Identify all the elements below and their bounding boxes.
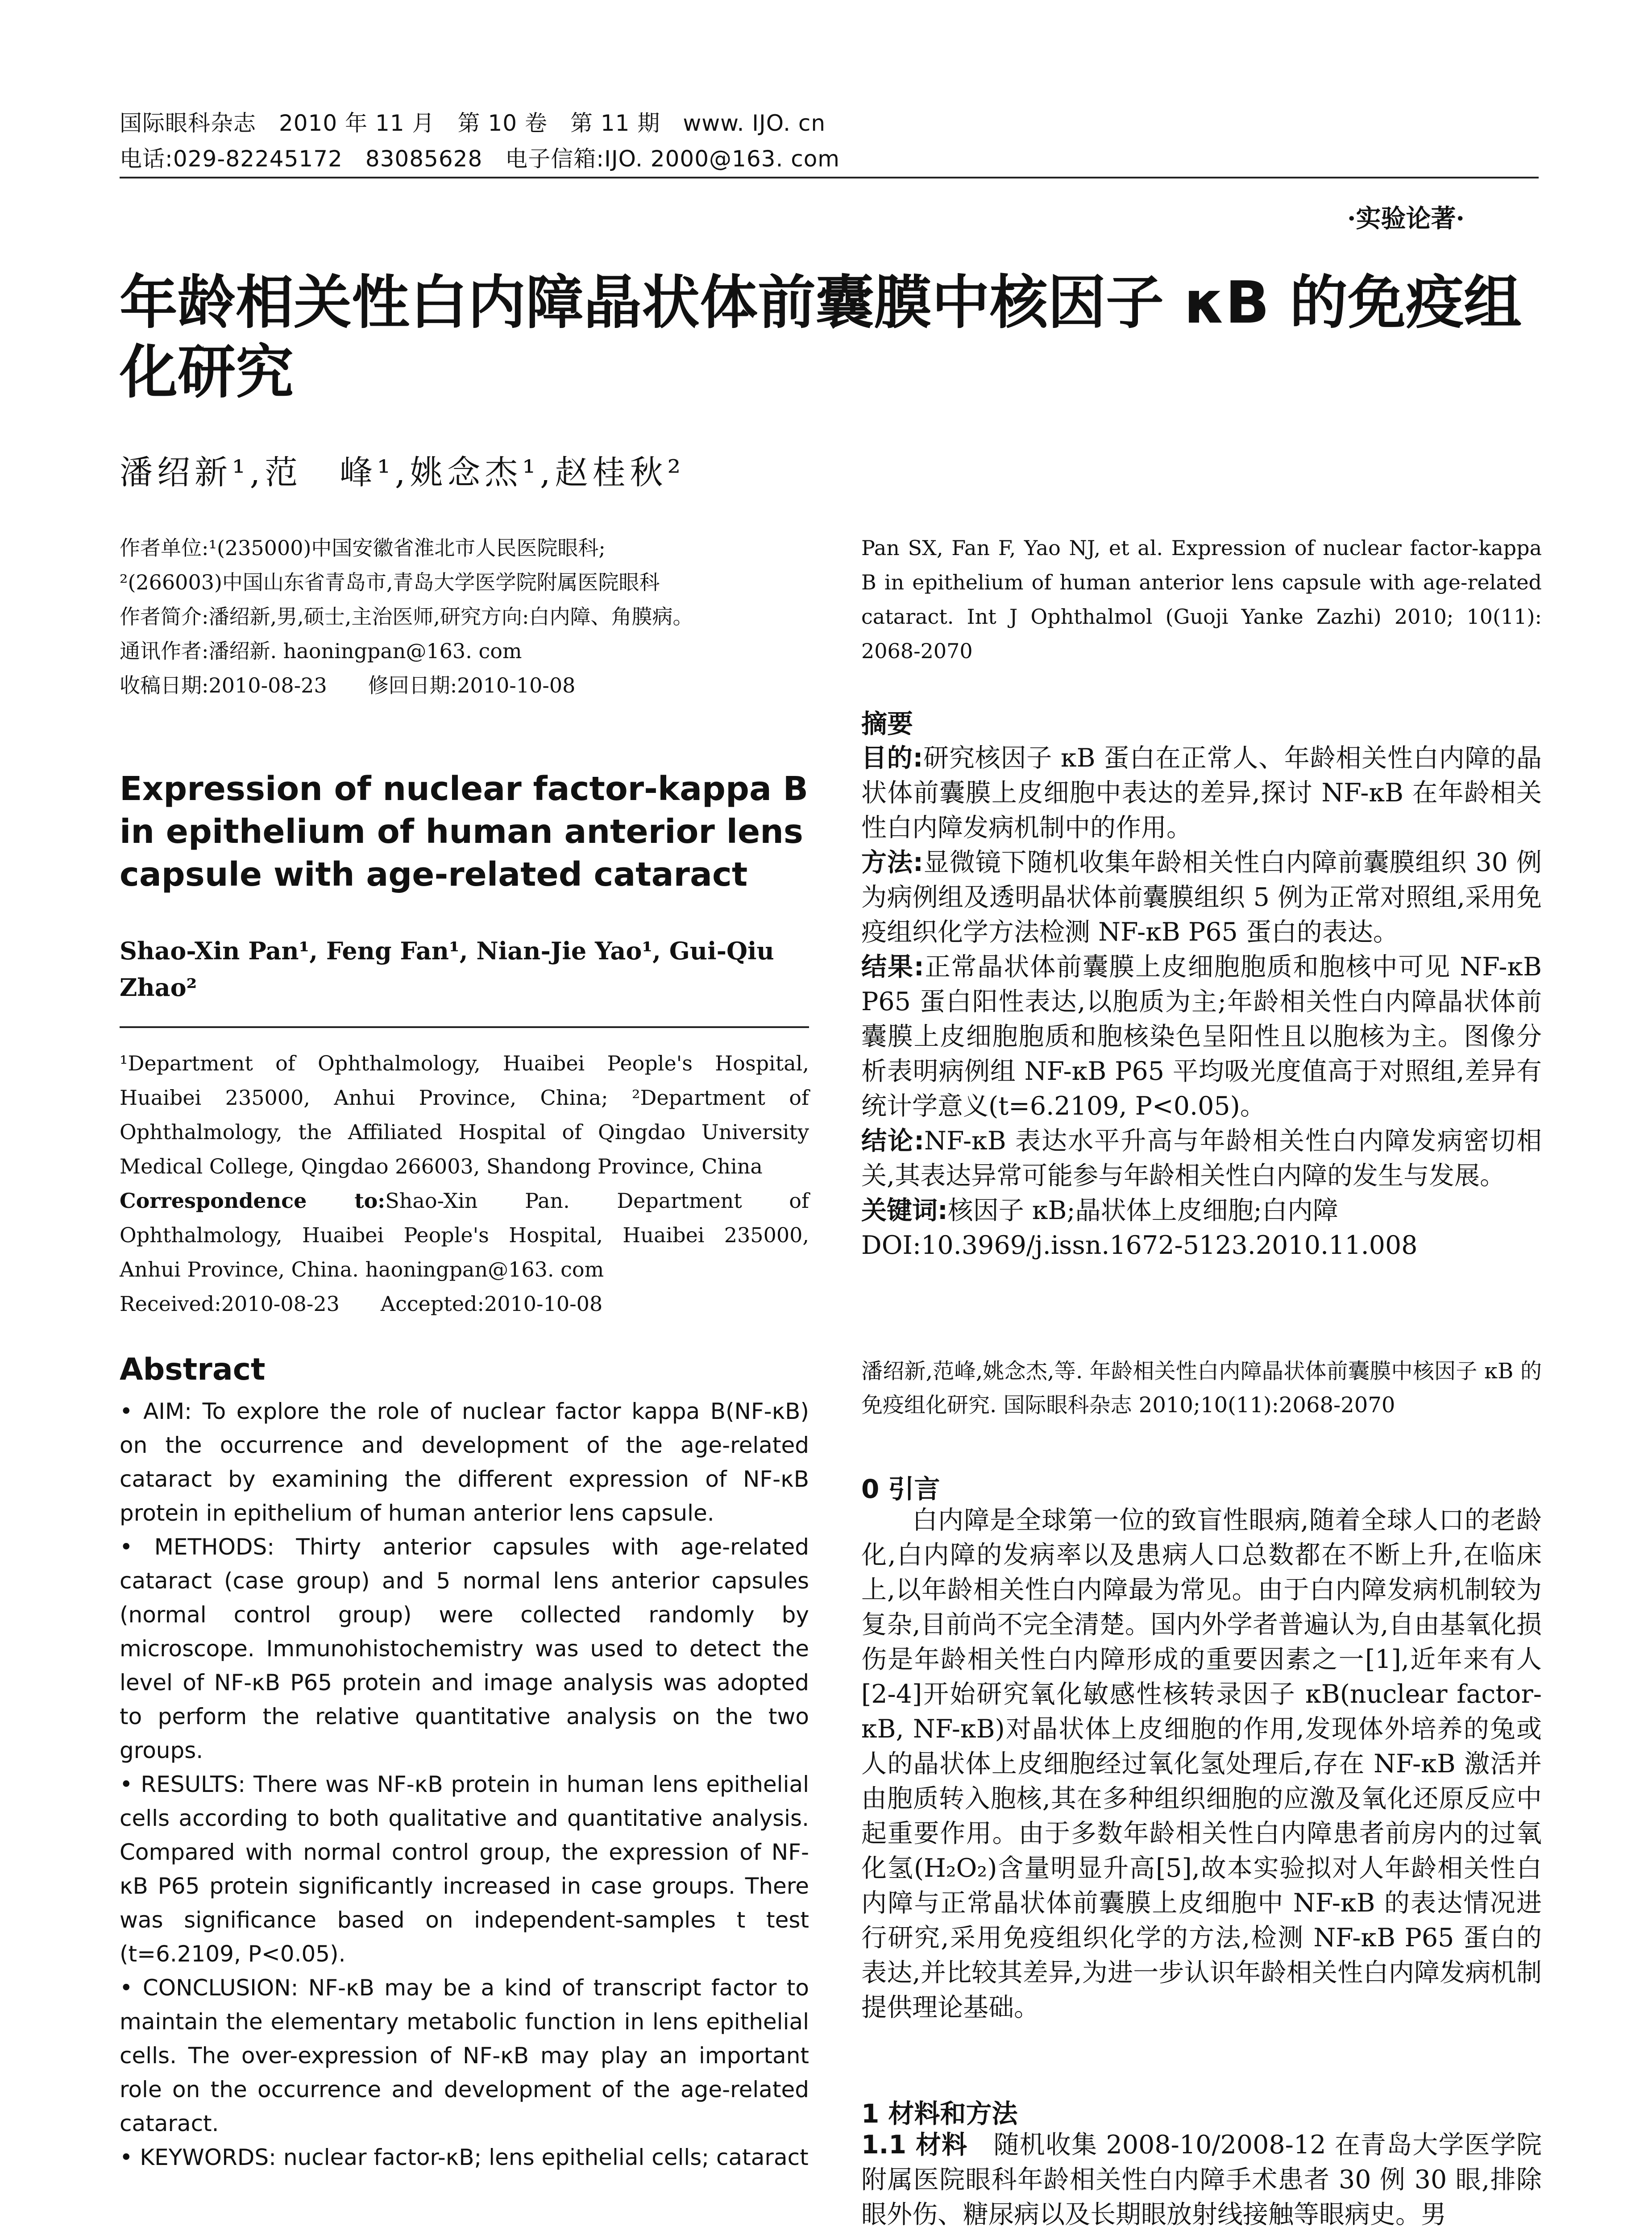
journal-header-line2: 电话:029-82245172 83085628 电子信箱:IJO. 2000@163. com [120,146,840,172]
title-zh: 年龄相关性白内障晶状体前囊膜中核因子 κB 的免疫组化研究 [120,269,1522,406]
abstract-zh-methods-text: 显微镜下随机收集年龄相关性白内障前囊膜组织 30 例为病例组及透明晶状体前囊膜组织 5 例为正常对照组,采用免疫组织化学方法检测 NF-κB P65 蛋白的表达。 [861,848,1542,947]
affiliation-zh-line: 作者单位:¹(235000)中国安徽省淮北市人民医院眼科; [120,536,606,560]
affiliation-divider [120,1026,809,1028]
affiliation-zh-line: 通讯作者:潘绍新. haoningpan@163. com [120,639,522,663]
abstract-en-methods: • METHODS: Thirty anterior capsules with age-related cataract (case group) and 5 normal lens anterior capsules (normal control group) were collected randomly by microscope. Immunohistochemistry was used to detect the level of NF-κB P65 protein and image analysis was adopted to perform the relative quantitative analysis on the two groups. [120,1534,809,1763]
abstract-en-keywords: • KEYWORDS: nuclear factor-κB; lens epithelial cells; cataract [120,2144,809,2170]
correspondence-label: Correspondence to: [120,1189,386,1213]
abstract-zh-body [861,741,1542,1263]
doi: DOI:10.3969/j.issn.1672-5123.2010.11.008 [861,1231,1418,1260]
abstract-zh-heading: 摘要 [861,709,913,739]
journal-header-line1: 国际眼科杂志 2010 年 11 月 第 10 卷 第 11 期 www. IJO. cn [120,110,826,136]
abstract-zh-results [861,950,1542,1124]
citation-zh: 潘绍新,范峰,姚念杰,等. 年龄相关性白内障晶状体前囊膜中核因子 κB 的免疫组化研究. 国际眼科杂志 2010;10(11):2068-2070 [861,1359,1542,1418]
abstract-en-aim: • AIM: To explore the role of nuclear factor kappa B(NF-κB) on the occurrence and development of the age-related cataract by examining the different expression of NF-κB protein in epithelium of human anterior lens capsule. [120,1398,809,1526]
methods-materials-label: 1.1 材料 [861,2130,968,2160]
intro-heading: 0 引言 [861,1474,940,1504]
abstract-zh-keywords-text: 核因子 κB;晶状体上皮细胞;白内障 [947,1196,1338,1225]
abstract-zh-conclusion-label: 结论: [861,1126,925,1156]
abstract-zh-results-text: 正常晶状体前囊膜上皮细胞胞质和胞核中可见 NF-κB P65 蛋白阳性表达,以胞质为主;年龄相关性白内障晶状体前囊膜上皮细胞胞质和胞核染色呈阳性且以胞核为主。图像分析表明病例组 NF-κB P65 平均吸光度值高于对照组,差异有统计学意义(t=6.2109, P<0.05)。 [861,952,1542,1121]
affiliation-zh-line: 收稿日期:2010-08-23 修回日期:2010-10-08 [120,673,576,697]
authors-zh: 潘绍新¹,范 峰¹,姚念杰¹,赵桂秋² [120,453,685,492]
received-en: Received:2010-08-23 Accepted:2010-10-08 [120,1292,603,1316]
affiliation-en: ¹Department of Ophthalmology, Huaibei People's Hospital, Huaibei 235000, Anhui Province, China; ²Department of Ophthalmology, the Affiliated Hospital of Qingdao University Medical College, Qingdao 266003, Shandong Province, China [120,1051,809,1178]
abstract-zh-keywords-label: 关键词: [861,1196,948,1225]
methods-heading: 1 材料和方法 [861,2098,1018,2129]
methods-materials-text: 随机收集 2008-10/2008-12 在青岛大学医学院附属医院眼科年龄相关性白内障手术患者 30 例 30 眼,排除眼外伤、糖尿病以及长期眼放射线接触等眼病史。男 [861,2130,1542,2229]
affiliation-zh-line: 作者简介:潘绍新,男,硕士,主治医师,研究方向:白内障、角膜病。 [120,605,693,629]
correspondence-text: Shao-Xin Pan. Department of Ophthalmology, Huaibei People's Hospital, Huaibei 235000, Anhui Province, China. haoningpan@163. com [120,1189,809,1281]
abstract-zh-conclusion-text: NF-κB 表达水平升高与年龄相关性白内障发病密切相关,其表达异常可能参与年龄相关性白内障的发生与发展。 [861,1126,1542,1190]
header-divider [120,177,1539,178]
abstract-en-conclusion: • CONCLUSION: NF-κB may be a kind of transcript factor to maintain the elementary metabolic function in lens epithelial cells. The over-expression of NF-κB may play an important role on the occurrence and development of the age-related cataract. [120,1975,809,2136]
affiliation-zh-line: ²(266003)中国山东省青岛市,青岛大学医学院附属医院眼科 [120,570,660,594]
abstract-zh-aim-text: 研究核因子 κB 蛋白在正常人、年龄相关性白内障的晶状体前囊膜上皮细胞中表达的差异,探讨 NF-κB 在年龄相关性白内障发病机制中的作用。 [861,743,1542,842]
abstract-zh-conclusion [861,1124,1542,1193]
abstract-zh-results-label: 结果: [861,952,924,982]
methods-materials [861,2127,1542,2231]
abstract-zh-methods [861,845,1542,950]
abstract-zh-keywords [861,1193,1542,1228]
abstract-zh-methods-label: 方法: [861,848,923,877]
section-tag: ·实验论著· [1347,204,1465,233]
authors-en: Shao-Xin Pan¹, Feng Fan¹, Nian-Jie Yao¹, Gui-Qiu Zhao² [120,937,774,1002]
abstract-zh-aim-label: 目的: [861,743,923,773]
abstract-en-results: • RESULTS: There was NF-κB protein in human lens epithelial cells according to both qualitative and quantitative analysis. Compared with normal control group, the expression of NF-κB P65 protein significantly increased in case groups. There was significance based on independent-samples t test (t=6.2109, P<0.05). [120,1771,809,1967]
abstract-zh-aim [861,741,1542,845]
citation-en: Pan SX, Fan F, Yao NJ, et al. Expression of nuclear factor-kappa B in epithelium of human anterior lens capsule with age-related cataract. Int J Ophthalmol (Guoji Yanke Zazhi) 2010; 10(11): 2068-2070 [861,536,1542,663]
abstract-en-heading: Abstract [120,1352,266,1387]
title-en: Expression of nuclear factor-kappa B in epithelium of human anterior lens capsule with age-related cataract [120,770,809,894]
correspondence [120,1184,809,1287]
intro-text: 白内障是全球第一位的致盲性眼病,随着全球人口的老龄化,白内障的发病率以及患病人口总数都在不断上升,在临床上,以年龄相关性白内障最为常见。由于白内障发病机制较为复杂,目前尚不完全清楚。国内外学者普遍认为,自由基氧化损伤是年龄相关性白内障形成的重要因素之一[1],近年来有人[2-4]开始研究氧化敏感性核转录因子 κB(nuclear factor-κB, NF-κB)对晶状体上皮细胞的作用,发现体外培养的兔或人的晶状体上皮细胞经过氧化氢处理后,存在 NF-κB 激活并由胞质转入胞核,其在多种组织细胞的应激及氧化还原反应中起重要作用。由于多数年龄相关性白内障患者前房内的过氧化氢(H₂O₂)含量明显升高[5],故本实验拟对人年龄相关性白内障与正常晶状体前囊膜上皮细胞中 NF-κB 的表达情况进行研究,采用免疫组织化学的方法,检测 NF-κB P65 蛋白的表达,并比较其差异,为进一步认识年龄相关性白内障发病机制提供理论基础。 [861,1505,1542,2022]
affiliation-zh [120,531,809,703]
affiliation-en-block [120,1046,809,1321]
abstract-en-body [120,1394,809,2174]
